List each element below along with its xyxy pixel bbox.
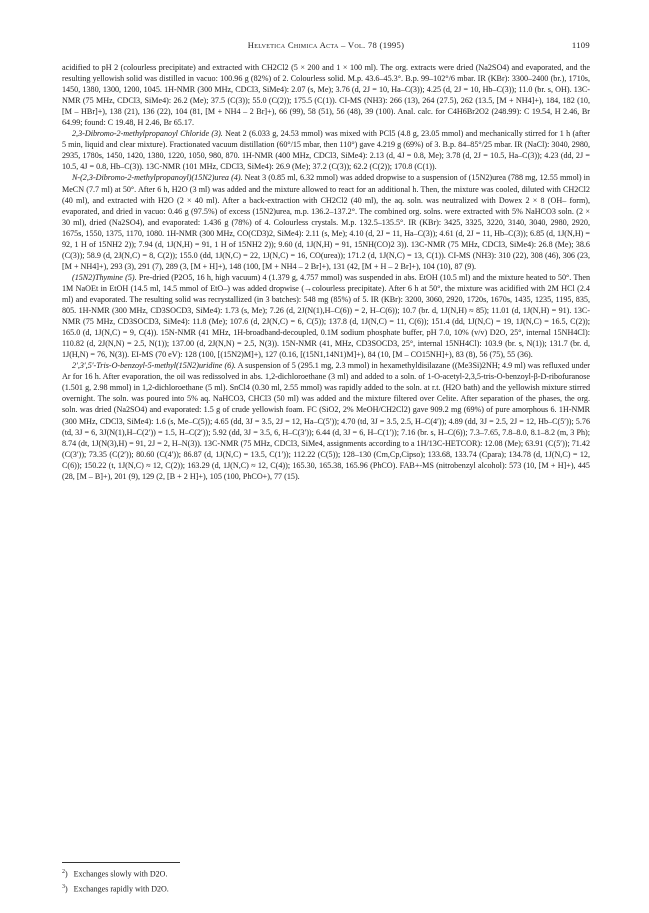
paragraph-text: A suspension of 5 (295.1 mg, 2.3 mmol) in hexamethyldisilazane ((Me3Si)2NH; 4.9 ml) was refluxed under Ar for 16 h. After evaporation, the oil was redissolved in abs. 1,2-dichloroethane (3 ml) and added to a soln. of 1-O-acetyl-2,3,5-tris-O-benzoyl-β-D-ribofuranose (1.501 g, 2.98 mmol) in 1,2-dichloroethane (5 ml). SnCl4 (0.30 ml, 2.55 mmol) was rapidly added to the soln. at r.t. (H2O bath) and the yellowish mixture stirred overnight. The soln. was poured into 5% aq. NaHCO3, CHCl3 (50 ml) was added and the mixture filtered over Celite. After separation of the phases, the org. soln. was dried (Na2SO4) and evaporated: 1.5 g of crude yellowish foam. FC (SiO2, 2% MeOH/CH2Cl2) gave 909.2 mg (69%) of pure amorphous 6. 1H-NMR (300 MHz, CDCl3, SiMe4): 1.6 (s, Me–C(5)); 4.65 (dd, 3J = 3.5, 2J = 12, Ha–C(5′)); 4.70 (td, 3J = 3.5, 2.5, H–C(4′)); 4.89 (dd, 3J = 2.5, 2J = 12, Hb–C(5′)); 5.76 (td, 3J = 6, 3J(N(1),H–C(2′)) = 1.5, H–C(2′)); 5.92 (dd, 3J = 3.5, 6, H–C(3′)); 6.44 (d, 3J = 6, H–C(1′)); 7.16 (br. s, H–C(6)); 7.3–7.65, 7.8–8.0, 8.1–8.2 (m, 3 Ph); 8.74 (dt, 1J(N(3),H) = 91, 2J = 2, H–N(3)). 13C-NMR (75 MHz, CDCl3, SiMe4, assignments according to a 1H/13C-HETCOR): 12.08 (Me); 63.91 (C(5′)); 71.42 (C(3′)); 73.35 (C(2′)); 80.60 (C(4′)); 86.87 (d, 1J(N,C) = 13.5, C(1′)); 112.22 (C(5)); 128–130 (Cm,Cp,Cipso); 133.68, 133.74 (Cpara); 134.78 (d, 1J(N,C) = 12, C(6)); 150.22 (t, 1J(N,C) ≈ 12, C(2)); 163.29 (d, 1J(N,C) ≈ 12, C(4)); 165.30, 165.38, 165.96 (PhCO). FAB+-MS (nitrobenzyl alcohol): 573 (10, [M + H]+), 445 (28, [M – B]+), 201 (9), 129 (2, [B + 2 H]+), 105 (100, PhCO+), 77 (15). <box>62 361 590 481</box>
footnotes <box>62 862 590 895</box>
footnote-mark: 3 <box>62 883 65 890</box>
footnote-divider <box>62 862 180 863</box>
compound-heading: (15N2)Thymine (5). <box>72 272 137 282</box>
footnote-2: $^2$) Exchanges slowly with D2O. <box>62 869 168 879</box>
article-body <box>62 62 590 482</box>
paragraph-compound-5 <box>62 272 590 360</box>
footnote-text: Exchanges rapidly with D2O. <box>73 884 169 894</box>
paragraph-text: Neat 3 (0.85 ml, 6.32 mmol) was added dropwise to a suspension of (15N2)urea (788 mg, 12.55 mmol) in MeCN (7.7 ml) at 50°. After 6 h, H2O (3 ml) was added and the mixture allowed to react for an additional h. Then, the mixture was cooled, diluted with CH2Cl2 (40 ml), and extracted with H2O (2 × 40 ml). After a back-extraction with CH2Cl2 (40 ml), the aq. soln. was neutralized with Dowex 2 × 8 (OH– form), evaporated, and dried in vacuo: 0.46 g (97.5%) of excess (15N2)urea, m.p. 136.2–137.2°. The combined org. solns. were extracted with 5% NaHCO3 soln. (2 × 30 ml), dried (Na2SO4), and evaporated: 1.436 g (78%) of 4. Colourless crystals. M.p. 132.5–135.5°. IR (KBr): 3425, 3325, 3220, 3140, 3040, 2980, 2920, 1675s, 1550, 1375, 1170, 1080. 1H-NMR (300 MHz, CO(CD3)2, SiMe4): 2.11 (s, Me); 4.10 (d, 2J = 11, Ha–C(3)); 4.61 (d, 2J = 11, Hb–C(3)); 6.85 (d, 1J(N,H) = 92, 1 H of 15NH2 2)); 7.94 (d, 1J(N,H) = 91, 1 H of 15NH2 2)); 9.60 (d, 1J(N,H) = 91, 15NH(CO)2 3)). 13C-NMR (75 MHz, CDCl3, SiMe4): 26.8 (Me); 38.6 (C(3)); 58.9 (d, 2J(N,C) = 8, C(2)); 155.0 (dd, 1J(N,C) = 22, 1J(N,C) = 16, CO(urea)); 171.2 (d, 1J(N,C) = 13, C(1)). CI-MS (NH3): 310 (22), 308 (46), 306 (23, [M + NH4]+), 293 (3), 291 (7), 289 (3, [M + H]+), 148 (100, [M + NH4 – 2 Br]+), 131 (42, [M + H – 2 Br]+), 104 (10), 87 (9). <box>62 173 590 271</box>
paragraph-text: acidified to pH 2 (colourless precipitate) and extracted with CH2Cl2 (5 × 200 and 1 × 100 ml). The org. extracts were dried (Na2SO4) and evaporated, and the resulting yellowish solid was distilled in vacuo: 100.96 g (82%) of 2. Colourless solid. M.p. 43.6–45.3°. B.p. 99–102°/6 mbar. IR (KBr): 3300–2400 (br.), 1710s, 1450, 1380, 1300, 1200, 1045. 1H-NMR (300 MHz, CDCl3, SiMe4): 2.07 (s, Me); 3.76 (d, 2J = 10, Ha–C(3)); 4.25 (d, 2J = 10, Hb–C(3)); 11.0 (br. s, OH). 13C-NMR (75 MHz, CDCl3, SiMe4): 26.2 (Me); 37.5 (C(3)); 55.0 (C(2)); 175.5 (C(1)). CI-MS (NH3): 266 (13), 264 (27.5), 262 (13.5, [M + NH4]+), 184, 182 (10, [M – HBr]+), 138 (21), 136 (22), 104 (81, [M + NH4 – 2 Br]+), 66 (99), 58 (51), 56 (48), 39 (100). Anal. calc. for C4H6Br2O2 (248.99): C 19.54, H 2.46, Br 64.99; found: C 19.48, H 2.46, Br 65.17. <box>62 63 590 128</box>
compound-heading: 2,3-Dibromo-2-methylpropanoyl Chloride (3). <box>72 129 223 139</box>
page-number: 1109 <box>571 40 590 50</box>
compound-heading: 2′,3′,5′-Tris-O-benzoyl-5-methyl(15N2)uridine (6). <box>72 361 236 371</box>
paragraph-compound-3 <box>62 128 590 172</box>
journal-title: Helvetica Chimica Acta – Vol. 78 (1995) <box>247 40 405 50</box>
paragraph-compound-6 <box>62 360 590 482</box>
footnote-3: $^3$) Exchanges rapidly with D2O. <box>62 883 169 894</box>
footnote-mark: 2 <box>62 869 65 875</box>
paragraph-compound-2-data <box>62 62 590 128</box>
footnote-text: Exchanges slowly with D2O. <box>73 869 168 879</box>
paragraph-text: Pre-dried (P2O5, 16 h, high vacuum) 4 (1.379 g, 4.757 mmol) was suspended in abs. EtOH (10.5 ml) and the mixture heated to 50°. Then 1M NaOEt in EtOH (14.5 ml, 14.5 mmol of EtO–) was added dropwise (→colourless precipitate). After 6 h at 50°, the mixture was acidified with 2M HCl (2.4 ml) and evaporated. The resulting solid was recrystallized (in 3 batches): 548 mg (85%) of 5. IR (KBr): 3200, 3060, 2920, 1720s, 1670s, 1435, 1235, 1195, 835, 805. 1H-NMR (300 MHz, CD3SOCD3, SiMe4): 1.73 (s, Me); 7.26 (d, 2J(N(1),H–C(6)) = 2, H–C(6)); 10.7 (br. d, 1J(N,H) ≈ 85); 11.01 (d, 1J(N,H) = 91). 13C-NMR (75 MHz, CD3SOCD3, SiMe4): 11.8 (Me); 107.6 (d, 2J(N,C) = 6, C(5)); 137.8 (d, 1J(N,C) = 11, C(6)); 151.4 (dd, 1J(N,C) = 19, 1J(N,C) = 16.5, C(2)); 165.0 (d, 1J(N,C) = 9, C(4)). 15N-NMR (41 MHz, 1H-broadband-decoupled, 0.1M sodium phosphate buffer, pH 7.0, 10% (v/v) D2O, 25°, internal 15NH4Cl): 110.82 (d, 2J(N,N) = 2.5, N(1)); 137.00 (d, 2J(N,N) = 2.5, N(3)). 15N-NMR (41, MHz, CD3SOCD3, 25°, internal 15NH4Cl): 103.9 (br. s, N(1)); 131.7 (br. d, 1J(H,N) = 76, N(3)). EI-MS (70 eV): 128 (100, [(15N2)M]+), 127 (0.16, [(15N1,14N1)M]+), 84 (10, [M – CO15NH]+), 83 (8), 56 (75), 55 (36). <box>62 272 590 360</box>
paragraph-text: Neat 2 (6.033 g, 24.53 mmol) was mixed with PCl5 (4.8 g, 23.05 mmol) and mechanically stirred for 1 h (after 5 min, liquid and clear mixture). Fractionated vacuum distillation (60°/15 mbar, then 110°) gave 4.219 g (69%) of 3. B.p. 84–85°/25 mbar. IR (NaCl): 3040, 2980, 2935, 1780s, 1450, 1420, 1380, 1220, 1050, 980, 870. 1H-NMR (400 MHz, CDCl3, SiMe4): 2.13 (d, 4J = 0.8, Me); 3.78 (d, 2J = 10.5, Ha–C(3)); 4.23 (dd, 2J = 10.5, 4J = 0.8, Hb–C(3)). 13C-NMR (101 MHz, CDCl3, SiMe4): 26.9 (Me); 37.2 (C(3)); 62.2 (C(2)); 170.8 (C(1)). <box>62 129 590 172</box>
compound-heading: N-(2,3-Dibromo-2-methylpropanoyl)(15N2)urea (4). <box>72 173 243 183</box>
running-header <box>62 40 590 54</box>
paragraph-compound-4 <box>62 172 590 271</box>
